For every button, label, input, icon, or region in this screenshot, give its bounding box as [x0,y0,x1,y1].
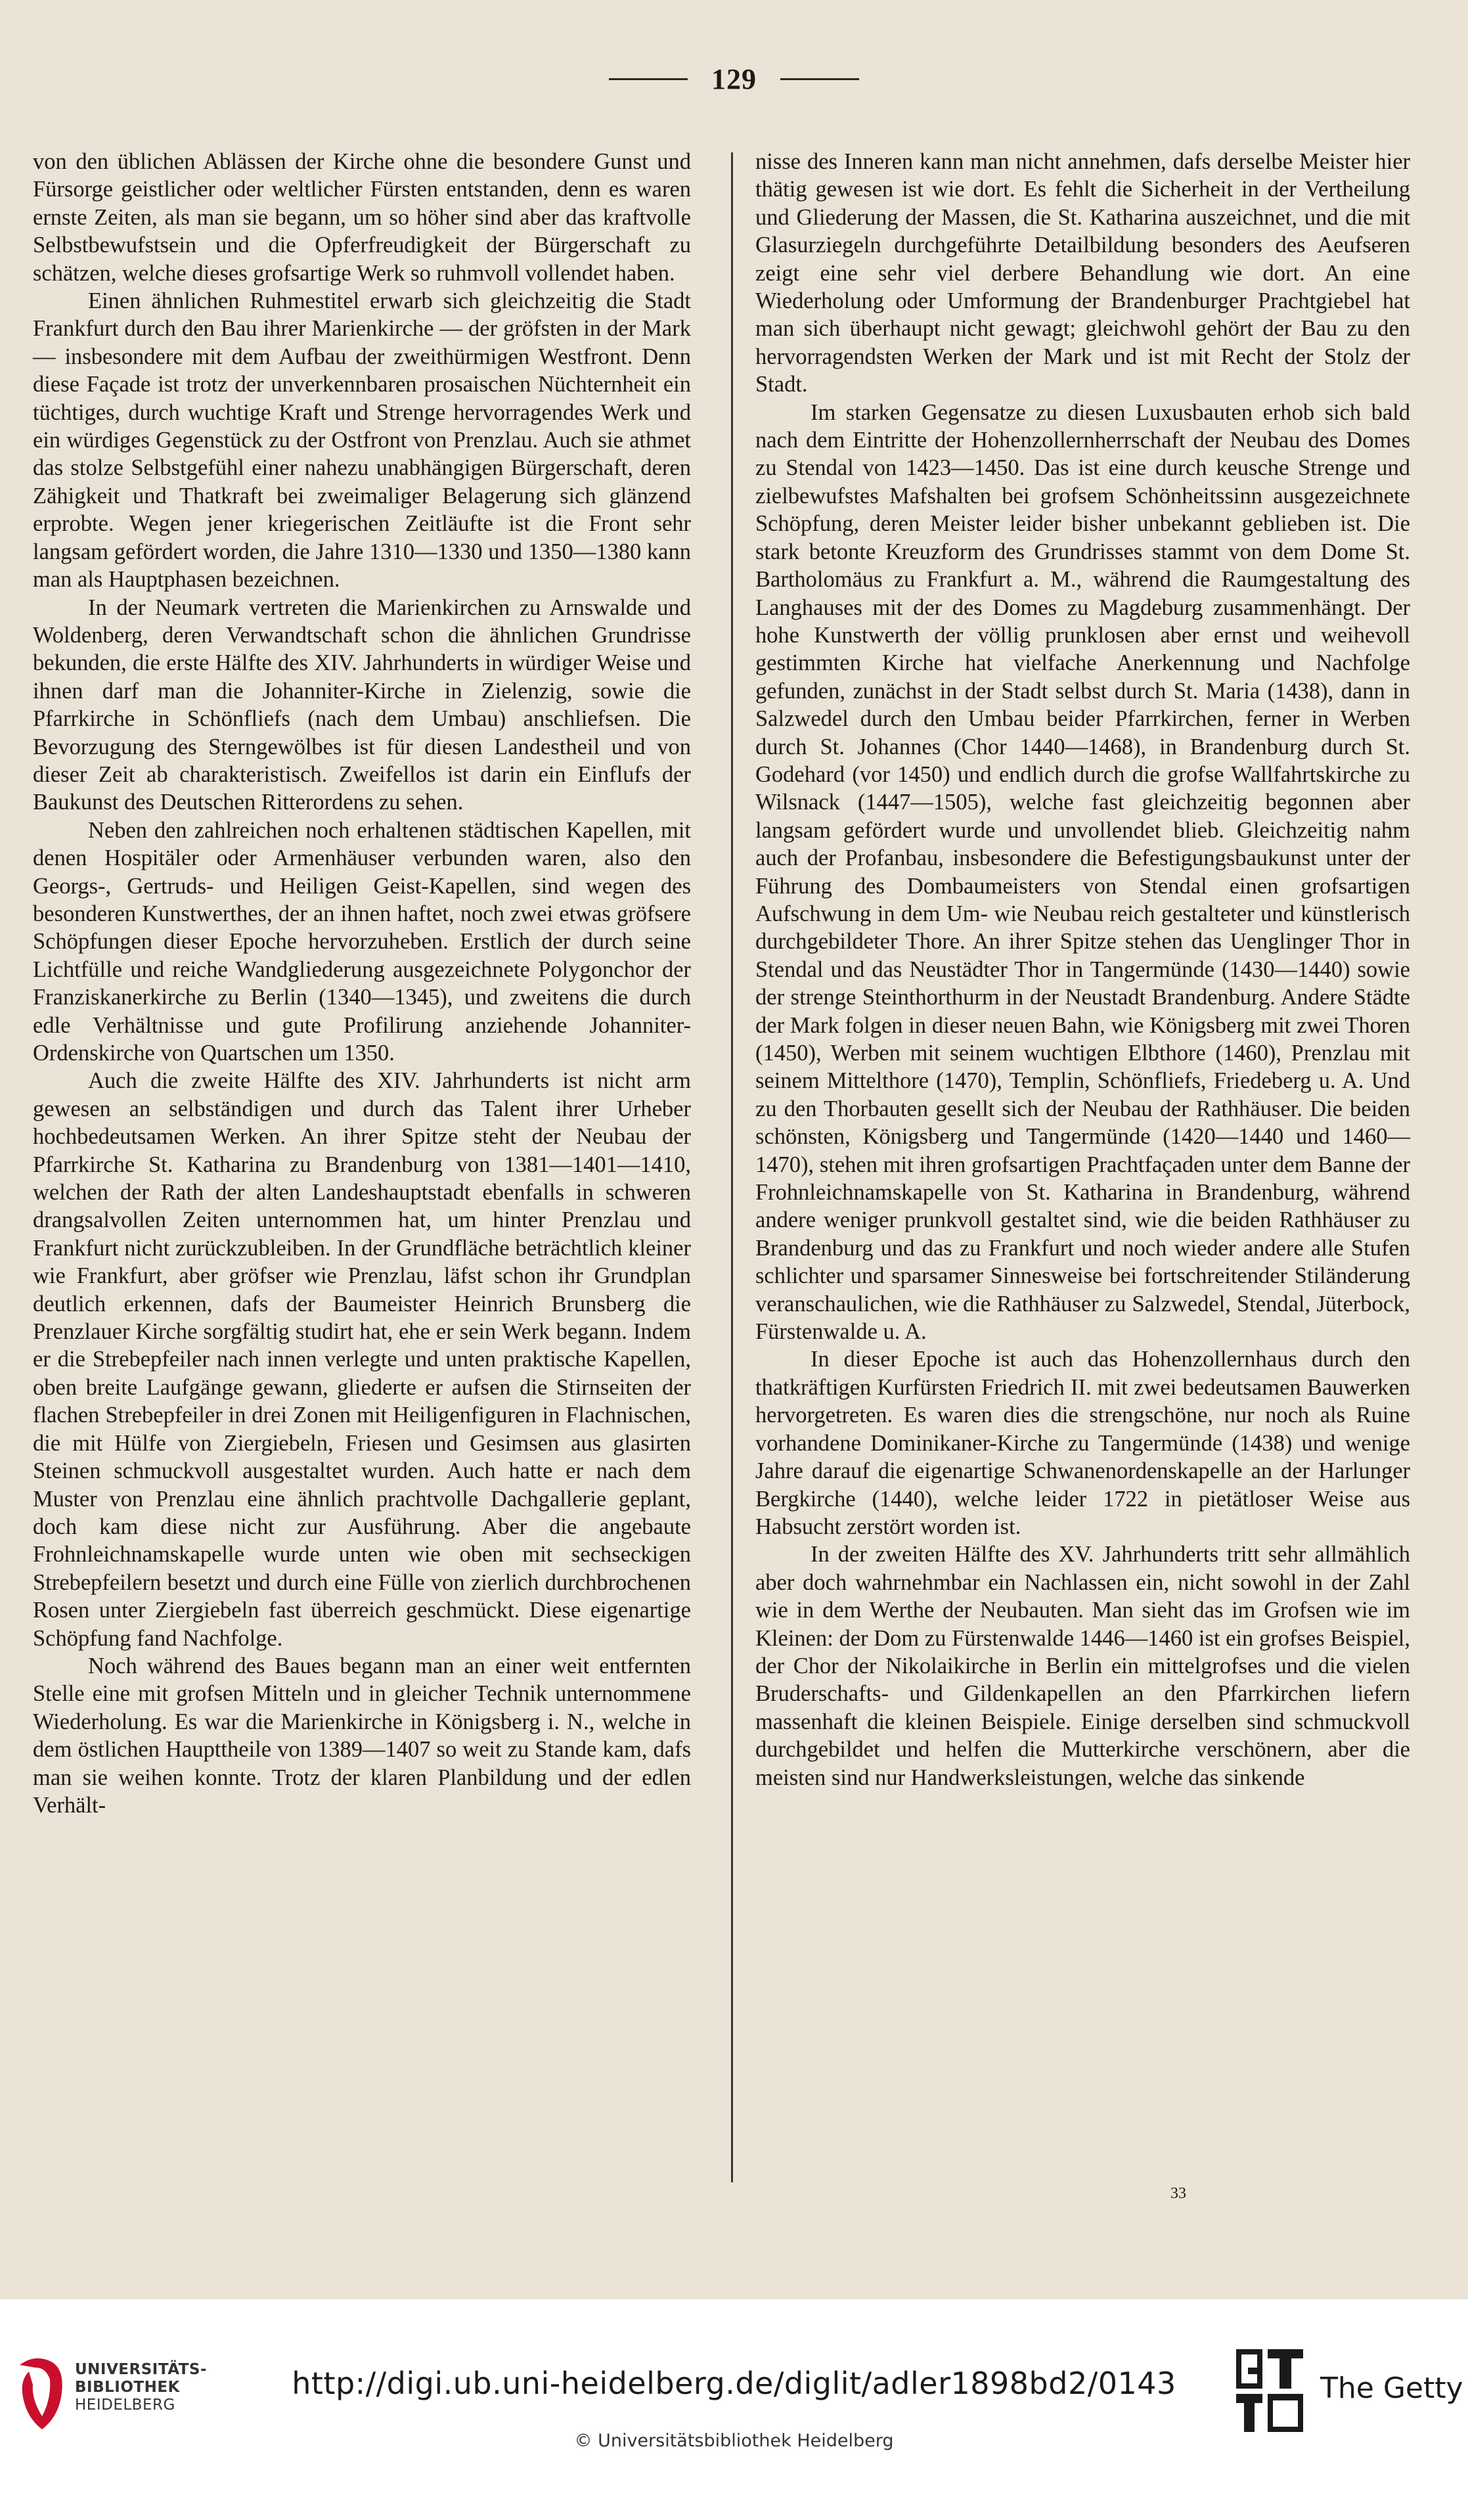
right-text-column [755,148,1410,1791]
sheet-signature: 33 [1170,2185,1186,2202]
getty-logo-icon [1236,2349,1303,2432]
paragraph: Einen ähnlichen Ruhmestitel erwarb sich gleichzeitig die Stadt Frankfurt durch den Bau ihrer Marienkirche — der gröfsten in der Mark — insbesondere mit dem Aufbau der zweithürmigen Westfront. Denn diese Façade ist trotz der unverkennbaren prosaischen Nüchternheit ein tüchtiges, durch wuchtige Kraft und Strenge hervorragendes Werk und ein würdiges Gegenstück zu der Ostfront von Prenzlau. Auch sie athmet das stolze Selbstgefühl einer nahezu unabhängigen Bürgerschaft, deren Zähigkeit und Thatkraft bei zweimaliger Belagerung sich glänzend erprobte. Wegen jener kriegerischen Zeitläufte ist die Front sehr langsam gefördert worden, die Jahre 1310—1330 und 1350—1380 kann man als Hauptphasen bezeichnen. [33,288,691,593]
paragraph: In der zweiten Hälfte des XV. Jahrhunderts tritt sehr allmählich aber doch wahrnehmbar ein Nachlassen ein, nicht sowohl in der Zahl wie in dem Werthe der Neubauten. Man sieht das im Grofsen wie im Kleinen: der Dom zu Fürstenwalde 1446—1460 ist ein grofses Beispiel, der Chor der Nikolaikirche in Berlin ein mittelgrofses und die vielen Bruderschafts- und Gildenkapellen an den Pfarrkirchen liefern massenhaft die kleinen Beispiele. Einige derselben sind schmuckvoll durchgebildet und helfen die Mutterkirche verschönern, aber die meisten sind nur Handwerksleistungen, welche das sinkende [755,1542,1410,1790]
page-number: 129 [711,63,757,95]
paragraph: Im starken Gegensatze zu diesen Luxusbauten erhob sich bald nach dem Eintritte der Hohenzollernherrschaft der Neubau des Domes zu Stendal von 1423—1450. Das ist eine durch keusche Strenge und zielbewufstes Mafshalten bei grofsem Schönheitssinn ausgezeichnete Schöpfung, deren Meister leider bisher unbekannt geblieben ist. Die stark betonte Kreuzform des Grundrisses stammt von dem Dome St. Bartholomäus zu Frankfurt a. M., während die Raumgestaltung des Langhauses mit der des Domes zu Magdeburg zusammenhängt. Der hohe Kunstwerth der völlig prunklosen aber ernst und weihevoll gestimmten Kirche hat vielfache Anerkennung und Nachfolge gefunden, zunächst in der Stadt selbst durch St. Maria (1438), dann in Salzwedel durch den Umbau beider Pfarrkirchen, ferner in Werben durch St. Johannes (Chor 1440—1468), in Brandenburg durch St. Godehard (vor 1450) und endlich durch die grofse Wallfahrtskirche zu Wilsnack (1447—1505), welche fast gleichzeitig begonnen aber langsam gefördert wurde und unvollendet blieb. Gleichzeitig nahm auch der Profanbau, insbesondere die Befestigungsbaukunst unter der Führung des Dombaumeisters von Stendal einen grofsartigen Aufschwung in dem Um- wie Neubau reich gestalteter und künstlerisch durchgebildeter Thore. An ihrer Spitze stehen das Uenglinger Thor in Stendal und das Neustädter Thor in Tangermünde (1430—1440) sowie der strenge Steinthorthurm in der Neustadt Brandenburg. Andere Städte der Mark folgen in dieser neuen Bahn, wie Königsberg mit zwei Thoren (1450), Werben mit seinem wuchtigen Elbthore (1460), Prenzlau mit seinem Mittelthore (1470), Templin, Schönfliefs, Friedeberg u. A. Und zu den Thorbauten gesellt sich der Neubau der Rathhäuser. Die beiden schönsten, Königsberg und Tangermünde (1420—1440 und 1460—1470), stehen mit ihren grofsartigen Prachtfaçaden unter dem Banne der Frohnleichnamskapelle von St. Katharina in Brandenburg, während andere weniger prunkvoll gestaltet sind, wie die beiden Rathhäuser zu Brandenburg und das zu Frankfurt und noch wieder andere alle Stufen schlichter und sparsamer Sinnesweise bei fortschreitender Stiländerung veranschaulichen, wie die Rathhäuser zu Salzwedel, Stendal, Jüterbock, Fürstenwalde u. A. [755,399,1410,1345]
paragraph: In der Neumark vertreten die Marienkirchen zu Arnswalde und Woldenberg, deren Verwandtschaft schon die ähnlichen Grundrisse bekunden, die erste Hälfte des XIV. Jahrhunderts in würdiger Weise und ihnen darf man die Johanniter-Kirche in Zielenzig, sowie die Pfarrkirche in Schönfliefs (nach dem Umbau) anschliefsen. Die Bevorzugung des Sterngewölbes ist für diesen Landestheil und von dieser Zeit ab charakteristisch. Zweifellos ist darin ein Einflufs der Baukunst des Deutschen Ritterordens zu sehen. [33,595,691,815]
page-header [0,62,1468,96]
column-divider [731,152,733,2182]
header-rule-right [780,78,859,80]
university-name-line: BIBLIOTHEK [75,2379,180,2396]
paragraph: Auch die zweite Hälfte des XIV. Jahrhunderts ist nicht arm gewesen an selbständigen und durch das Talent ihrer Urheber hochbedeutsamen Werken. An ihrer Spitze steht der Neubau der Pfarrkirche St. Katharina zu Brandenburg von 1381—1401—1410, welchen der Rath der alten Landeshauptstadt ebenfalls in schweren drangsalvollen Zeiten unternommen hat, um hinter Prenzlau und Frankfurt nicht zurückzubleiben. In der Grundfläche beträchtlich kleiner wie Frankfurt, aber gröfser wie Prenzlau, läfst schon ihr Grundplan deutlich erkennen, dafs der Baumeister Heinrich Brunsberg die Prenzlauer Kirche sorgfältig studirt hat, ehe er sein Werk begann. Indem er die Strebepfeiler nach innen verlegte und unten praktische Kapellen, oben breite Laufgänge gewann, gliederte er aufsen die Stirnseiten der flachen Strebepfeiler in drei Zonen mit Heiligenfiguren in Flachnischen, die mit Hülfe von Ziergiebeln, Friesen und Gesimsen aus glasirten Steinen schmuckvoll ausgestaltet wurden. Auch hatte er nach dem Muster von Prenzlau eine ähnlich prachtvolle Dachgallerie geplant, doch kam diese nicht zur Ausführung. Aber die angebaute Frohnleichnamskapelle wurde unten wie oben mit sechseckigen Strebepfeilern besetzt und durch eine Fülle von zierlich durchbrochenen Rosen unter Ziergiebeln fast überreich geschmückt. Diese eigenartige Schöpfung fand Nachfolge. [33,1068,691,1651]
paragraph: Neben den zahlreichen noch erhaltenen städtischen Kapellen, mit denen Hospitäler oder Armenhäuser verbunden waren, also den Georgs-, Gertruds- und Heiligen Geist-Kapellen, sind wegen des besonderen Kunstwerthes, der an ihnen haftet, noch zwei etwas gröfsere Schöpfungen dieser Epoche hervorzuheben. Erstlich der durch seine Lichtfülle und reiche Wandgliederung ausgezeichnete Polygonchor der Franziskanerkirche zu Berlin (1340—1345), und zweitens die durch edle Verhältnisse und gute Profilirung anziehende Johanniter-Ordenskirche von Quartschen um 1350. [33,817,691,1066]
header-rule-left [609,78,688,80]
university-name-line: UNIVERSITÄTS- [75,2361,208,2378]
paragraph: von den üblichen Ablässen der Kirche ohne die besondere Gunst und Fürsorge geistlicher oder weltlicher Fürsten entstanden, denn es waren ernste Zeiten, als man sie begann, um so höher sind aber das kraftvolle Selbstbewufstsein und die Opferfreudigkeit der Bürgerschaft zu schätzen, welche dieses grofsartige Werk so ruhmvoll vollendet haben. [33,149,691,286]
paragraph: In dieser Epoche ist auch das Hohenzollernhaus durch den thatkräftigen Kurfürsten Friedrich II. mit zwei bedeutsamen Bauwerken hervorgetreten. Es waren dies die strengschöne, nur noch als Ruine vorhandene Dominikaner-Kirche zu Tangermünde (1438) und wenige Jahre darauf die eigenartige Schwanenordenskapelle an der Harlunger Bergkirche (1440), welche leider 1722 in pietätloser Weise aus Habsucht zerstört worden ist. [755,1347,1410,1539]
university-name-line: HEIDELBERG [75,2396,175,2414]
permalink-url[interactable]: http://digi.ub.uni-heidelberg.de/diglit/adler1898bd2/0143 [292,2366,1176,2401]
getty-name: The Getty [1320,2372,1463,2405]
left-text-column [33,148,691,1819]
paragraph: nisse des Inneren kann man nicht annehmen, dafs derselbe Meister hier thätig gewesen ist wie dort. Es fehlt die Sicherheit in der Vertheilung und Gliederung der Massen, die St. Katharina auszeichnet, und die mit Glasurziegeln durchgeführte Detailbildung besonders des Aeufseren zeigt eine sehr viel derbere Behandlung wie dort. An eine Wiederholung oder Umformung der Brandenburger Prachtgiebel hat man sich überhaupt nicht gewagt; gleichwohl gehört der Bau zu den hervorragendsten Werken der Mark und ist mit Recht der Stolz der Stadt. [755,149,1410,397]
paragraph: Noch während des Baues begann man an einer weit entfernten Stelle eine mit grofsen Mitteln und in gleicher Technik unternommene Wiederholung. Es war die Marienkirche in Königsberg i. N., welche in dem östlichen Haupttheile von 1389—1407 so weit zu Stande kam, dafs man sie weihen konnte. Trotz der klaren Planbildung und der edlen Verhält- [33,1653,691,1818]
copyright-notice: © Universitätsbibliothek Heidelberg [574,2431,894,2451]
